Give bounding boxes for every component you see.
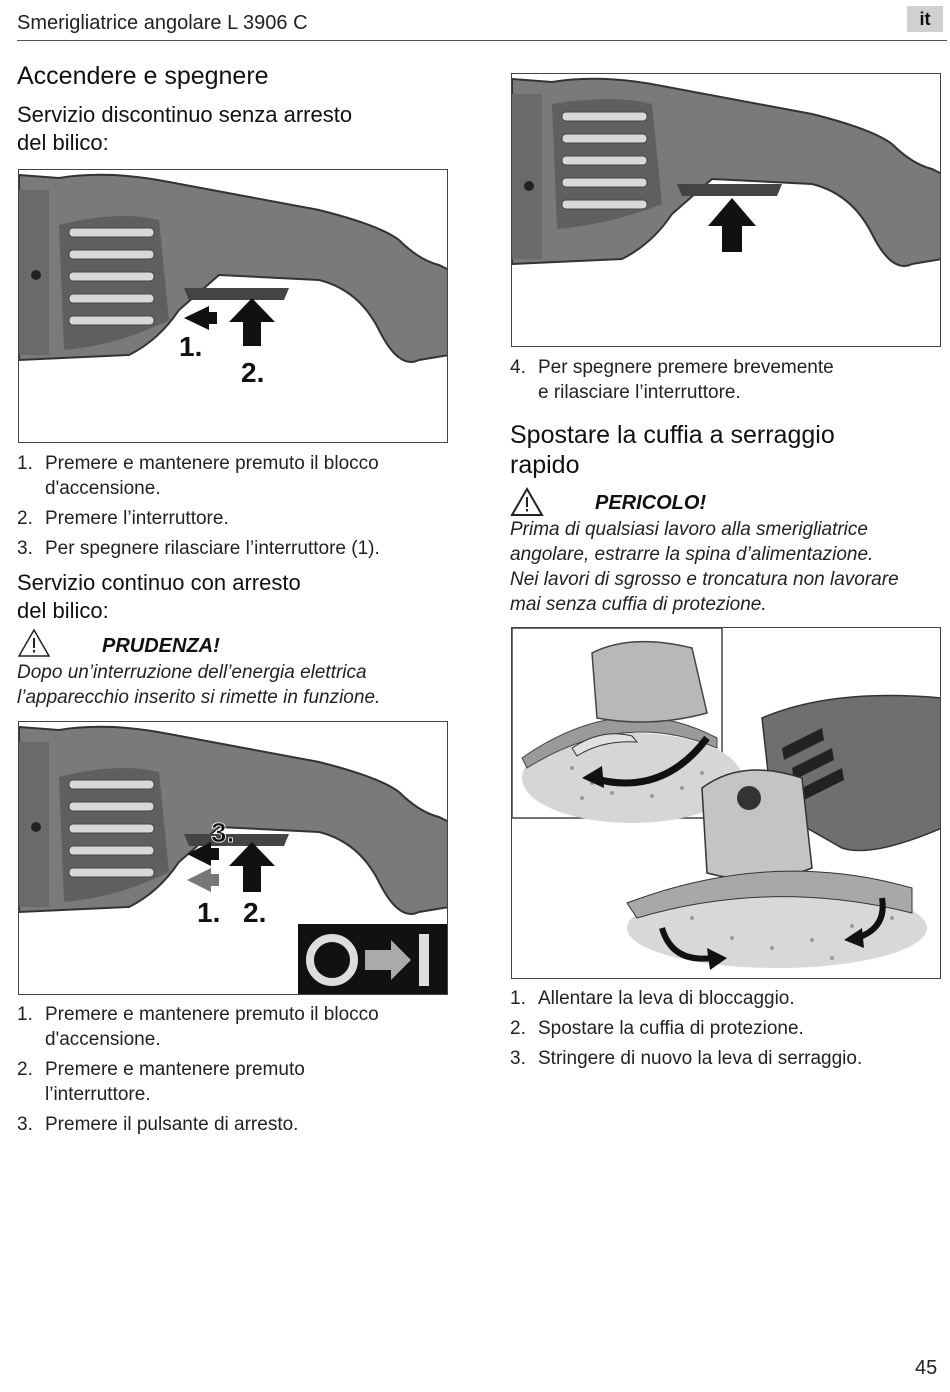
step-text: Premere e mantenere premuto (45, 1059, 305, 1080)
list-item (17, 1057, 447, 1107)
steps-list-continuous (17, 1002, 447, 1142)
list-item (17, 1112, 447, 1137)
grinder-illustration (512, 74, 941, 347)
list-item (17, 451, 447, 501)
fig-label-1: 1. (197, 897, 221, 928)
vent-slot (69, 272, 154, 281)
subsection-line: del bilico: (17, 130, 109, 155)
list-item (510, 355, 940, 405)
step-number: 1. (17, 1004, 33, 1025)
step-text: Stringere di nuovo la leva di serraggio. (538, 1048, 863, 1069)
vent-slot (562, 200, 647, 209)
step-text: e rilasciare l’interruttore. (538, 382, 741, 403)
section-title-guard (510, 420, 835, 480)
vent-slot (69, 250, 154, 259)
vent-slot (69, 802, 154, 811)
gear-head (702, 770, 812, 879)
vent-slot (69, 228, 154, 237)
danger-line: angolare, estrarre la spina d’alimentazione. (510, 544, 874, 565)
step-text: l’interruttore. (45, 1084, 151, 1105)
step-text: Premere l’interruttore. (45, 508, 229, 529)
vent-slot (562, 112, 647, 121)
subsection-intermittent (17, 101, 352, 157)
grinder-illustration (19, 170, 448, 443)
danger-line: mai senza cuffia di protezione. (510, 594, 767, 615)
step-text: Premere e mantenere premuto il blocco (45, 453, 379, 474)
fig-label-1: 1. (179, 331, 203, 362)
step-text: Per spegnere premere brevemente (538, 357, 834, 378)
step-number: 4. (510, 357, 526, 378)
vent-slot (69, 824, 154, 833)
list-item (510, 1016, 940, 1041)
gear-head (592, 642, 707, 722)
caution-title: PRUDENZA! (102, 635, 220, 657)
switch-trigger (677, 184, 782, 196)
guard-illustration (512, 628, 941, 979)
vent-slot (69, 846, 154, 855)
fig-label-2: 2. (241, 357, 265, 388)
caution-line: Dopo un’interruzione dell’energia elettrica (17, 662, 367, 683)
step-text: Allentare la leva di bloccaggio. (538, 988, 795, 1009)
step-text: Premere e mantenere premuto il blocco (45, 1004, 379, 1025)
arrow-left-icon (184, 306, 217, 330)
language-badge: it (907, 6, 943, 32)
step-number: 1. (510, 988, 526, 1009)
step-number: 3. (510, 1048, 526, 1069)
danger-title: PERICOLO! (595, 492, 707, 514)
caution-text (17, 660, 380, 710)
subsection-line: Servizio continuo con arresto (17, 570, 301, 595)
subsection-line: Servizio discontinuo senza arresto (17, 102, 353, 127)
vent-slot (69, 780, 154, 789)
step-number: 2. (510, 1018, 526, 1039)
step-text: Premere il pulsante di arresto. (45, 1114, 299, 1135)
steps-list-switch-off (510, 355, 940, 410)
step-number: 2. (17, 508, 33, 529)
grinder-illustration (19, 722, 448, 995)
danger-line: Nei lavori di sgrosso e troncatura non lavorare (510, 569, 899, 590)
vent-slot (562, 156, 647, 165)
step-text: d'accensione. (45, 1029, 161, 1050)
step-number: 3. (17, 538, 33, 559)
figure-grinder-switch-2 (18, 721, 448, 995)
list-item (510, 986, 940, 1011)
figure-grinder-switch-off (511, 73, 941, 347)
document-title: Smerigliatrice angolare L 3906 C (17, 12, 308, 34)
vent-slot (69, 316, 154, 325)
section-title-line: Spostare la cuffia a serraggio (510, 421, 835, 449)
danger-text (510, 517, 899, 617)
grinder-end (512, 94, 542, 259)
step-text: Per spegnere rilasciare l’interruttore (1). (45, 538, 380, 559)
subsection-continuous (17, 569, 301, 625)
fig-label-3: 3. (211, 817, 235, 848)
step-number: 1. (17, 453, 33, 474)
fig-label-2: 2. (243, 897, 267, 928)
vent-slot (562, 134, 647, 143)
list-item (17, 536, 447, 561)
spindle-lock (737, 786, 761, 810)
steps-list-guard (510, 986, 940, 1076)
switch-trigger (184, 288, 289, 300)
danger-line: Prima di qualsiasi lavoro alla smerigliatrice (510, 519, 868, 540)
header-divider (17, 40, 947, 41)
list-item (510, 1046, 940, 1071)
warning-icon (17, 628, 51, 658)
vent-slot (69, 868, 154, 877)
screw (31, 270, 41, 280)
page-number: 45 (915, 1357, 938, 1379)
figure-guard-adjust (511, 627, 941, 979)
arrow-left-grey-icon (187, 868, 219, 892)
steps-list-intermittent (17, 451, 447, 566)
arrow-up-icon (229, 298, 275, 346)
step-number: 2. (17, 1059, 33, 1080)
screw (524, 181, 534, 191)
vent-slot (562, 178, 647, 187)
vent-slot (69, 294, 154, 303)
figure-grinder-switch-1 (18, 169, 448, 443)
step-number: 3. (17, 1114, 33, 1135)
screw (31, 822, 41, 832)
list-item (17, 1002, 447, 1052)
arrow-up-icon (708, 198, 756, 252)
caution-line: l’apparecchio inserito si rimette in funzione. (17, 687, 381, 708)
danger-icon (510, 487, 544, 517)
section-title-switch: Accendere e spegnere (17, 62, 269, 90)
step-text: Spostare la cuffia di protezione. (538, 1018, 804, 1039)
on-bar-icon (419, 934, 429, 986)
list-item (17, 506, 447, 531)
arrow-up-icon (229, 842, 275, 892)
subsection-line: del bilico: (17, 598, 109, 623)
switch-trigger (184, 834, 289, 846)
section-title-line: rapido (510, 451, 580, 479)
step-text: d'accensione. (45, 478, 161, 499)
